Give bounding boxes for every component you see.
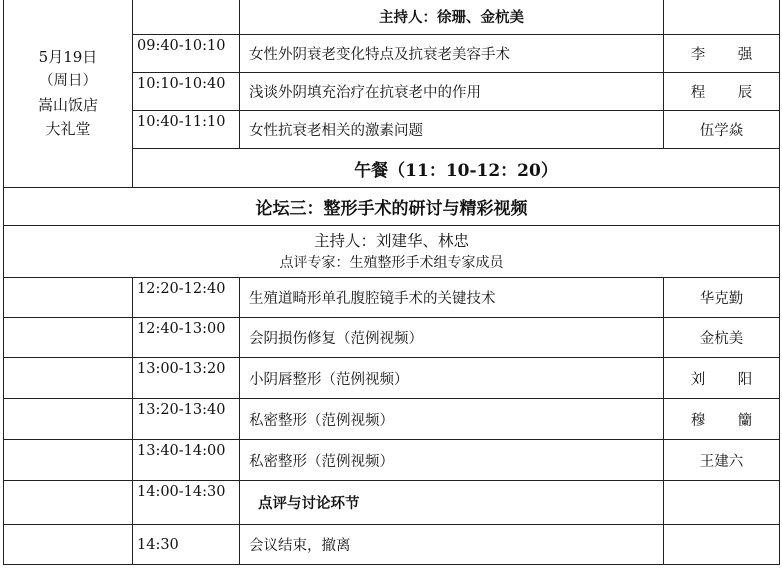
session-speaker: 伍学焱	[664, 111, 780, 149]
forum-title: 论坛三：整形手术的研讨与精彩视频	[4, 188, 780, 226]
session-speaker: 金杭美	[664, 318, 780, 358]
discussion-time: 14:00-14:30	[133, 481, 240, 525]
session-topic: 小阴唇整形（范例视频）	[240, 358, 664, 399]
empty-speaker-cell	[664, 481, 780, 525]
venue-date: 5月19日	[38, 48, 98, 66]
empty-time-cell	[133, 0, 240, 35]
venue-hall: 大礼堂	[45, 120, 91, 138]
session-speaker: 程 辰	[664, 73, 780, 111]
session-time: 10:10-10:40	[133, 73, 240, 111]
forum-reviewers: 点评专家：生殖整形手术组专家成员	[279, 254, 504, 271]
table-row	[4, 440, 780, 481]
lunch-break: 午餐（11：10-12：20）	[133, 149, 780, 188]
session-time: 13:40-14:00	[133, 440, 240, 481]
session-speaker: 穆 籣	[664, 399, 780, 440]
table-row	[4, 399, 780, 440]
session-speaker: 王建六	[664, 440, 780, 481]
session-time: 13:00-13:20	[133, 358, 240, 399]
table-row	[4, 525, 780, 565]
table-row	[4, 358, 780, 399]
session-time: 12:20-12:40	[133, 278, 240, 318]
session-speaker: 李 强	[664, 35, 780, 73]
section-host-row	[4, 0, 780, 35]
venue-cell	[4, 0, 133, 188]
forum-host-row	[4, 226, 780, 278]
section-host: 主持人：徐珊、金杭美	[240, 0, 664, 35]
session-time: 12:40-13:00	[133, 318, 240, 358]
session-topic: 生殖道畸形单孔腹腔镜手术的关键技术	[240, 278, 664, 318]
session-topic: 女性抗衰老相关的激素问题	[240, 111, 664, 149]
closing-topic: 会议结束，撤离	[240, 525, 664, 565]
session-speaker: 华克勤	[664, 278, 780, 318]
closing-time: 14:30	[133, 525, 240, 565]
session-speaker: 刘 阳	[664, 358, 780, 399]
session-topic: 浅谈外阴填充治疗在抗衰老中的作用	[240, 73, 664, 111]
venue-hotel: 嵩山饭店	[37, 96, 98, 114]
forum-host-cell	[4, 226, 780, 278]
table-row	[4, 318, 780, 358]
table-row	[4, 278, 780, 318]
session-topic: 私密整形（范例视频）	[240, 399, 664, 440]
forum-host: 主持人：刘建华、林忠	[313, 231, 469, 250]
venue-weekday: （周日）	[39, 73, 97, 89]
session-topic: 私密整形（范例视频）	[240, 440, 664, 481]
empty-speaker-cell	[664, 0, 780, 35]
session-time: 10:40-11:10	[133, 111, 240, 149]
empty-speaker-cell	[664, 525, 780, 565]
table-row	[4, 481, 780, 525]
session-time: 13:20-13:40	[133, 399, 240, 440]
forum-title-row	[4, 188, 780, 226]
session-topic: 女性外阴衰老变化特点及抗衰老美容手术	[240, 35, 664, 73]
schedule-table	[3, 0, 780, 565]
session-time: 09:40-10:10	[133, 35, 240, 73]
discussion-topic: 点评与讨论环节	[240, 481, 664, 525]
session-topic: 会阴损伤修复（范例视频）	[240, 318, 664, 358]
